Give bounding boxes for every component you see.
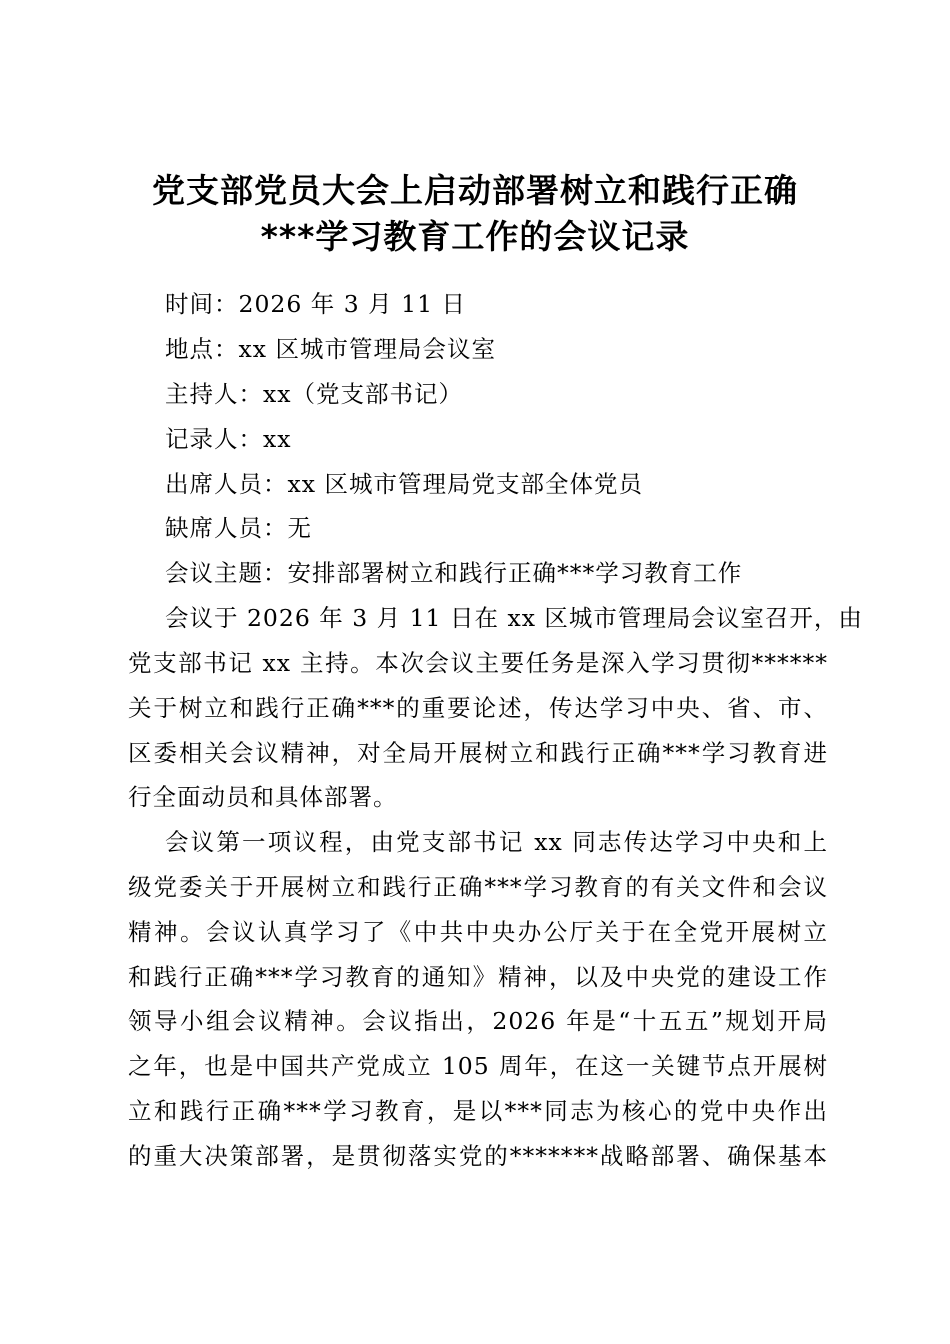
paragraph-2-line: 之年，也是中国共产党成立 105 周年，在这一关键节点开展树: [128, 1052, 828, 1080]
meta-attendees: 出席人员：xx 区城市管理局党支部全体党员: [165, 470, 643, 498]
meta-topic: 会议主题：安排部署树立和践行正确***学习教育工作: [165, 559, 743, 587]
paragraph-1-line: 行全面动员和具体部署。: [128, 783, 398, 811]
paragraph-2-line: 级党委关于开展树立和践行正确***学习教育的有关文件和会议: [128, 873, 828, 901]
paragraph-2-line: 立和践行正确***学习教育，是以***同志为核心的党中央作出: [128, 1097, 828, 1125]
document-title-line-2: ***学习教育工作的会议记录: [260, 217, 690, 256]
paragraph-1-line: 党支部书记 xx 主持。本次会议主要任务是深入学习贯彻******: [128, 649, 828, 677]
paragraph-1-line: 区委相关会议精神，对全局开展树立和践行正确***学习教育进: [128, 739, 828, 767]
paragraph-1-line: 关于树立和践行正确***的重要论述，传达学习中央、省、市、: [128, 694, 828, 722]
paragraph-1-line: 会议于 2026 年 3 月 11 日在 xx 区城市管理局会议室召开，由: [165, 604, 863, 632]
paragraph-2-line: 会议第一项议程，由党支部书记 xx 同志传达学习中央和上: [165, 828, 828, 856]
meta-absentees: 缺席人员：无: [165, 514, 312, 542]
meta-host: 主持人：xx（党支部书记）: [165, 380, 464, 408]
paragraph-2-line: 的重大决策部署，是贯彻落实党的*******战略部署、确保基本: [128, 1142, 828, 1170]
paragraph-2-line: 精神。会议认真学习了《中共中央办公厅关于在全党开展树立: [128, 918, 828, 946]
paragraph-2-line: 和践行正确***学习教育的通知》精神，以及中央党的建设工作: [128, 963, 828, 991]
meta-time: 时间：2026 年 3 月 11 日: [165, 290, 467, 318]
paragraph-2-line: 领导小组会议精神。会议指出，2026 年是“十五五”规划开局: [128, 1007, 828, 1035]
meta-location: 地点：xx 区城市管理局会议室: [165, 335, 496, 363]
meta-recorder: 记录人：xx: [165, 425, 292, 453]
document-title-line-1: 党支部党员大会上启动部署树立和践行正确: [152, 171, 798, 210]
